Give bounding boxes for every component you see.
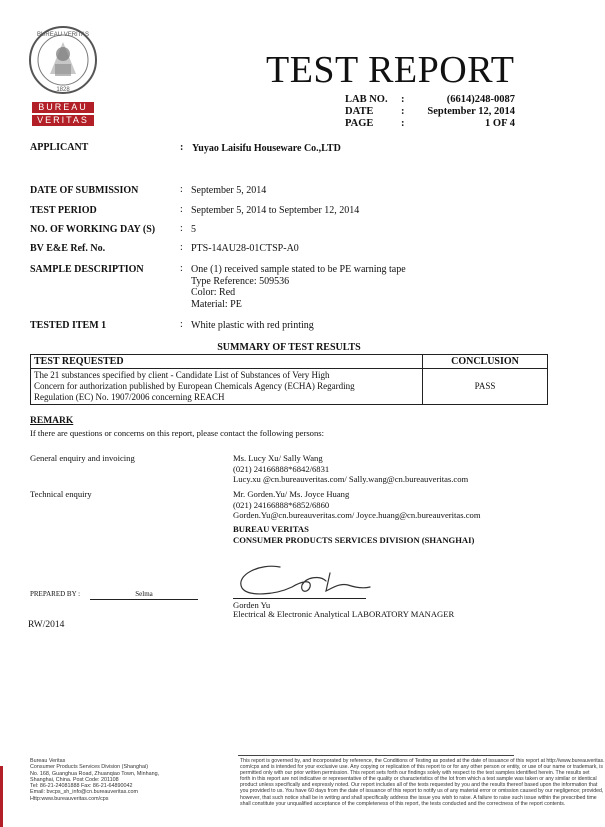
disclaimer-line: however, that such notice shall be in writing and shall specifically address the issue you wish to raise. A failure to raise such issue within the prescribed time: [240, 794, 597, 801]
disclaimer-line: com/cps and is intended for your exclusive use. Any copying or replication of this report to or for any other person or entity, or use of our name or trademark, is: [240, 764, 603, 771]
date-colon: :: [401, 106, 405, 117]
division-name: CONSUMER PRODUCTS SERVICES DIVISION (SHANGHAI): [233, 534, 475, 545]
bv-ref-label: BV E&E Ref. No.: [30, 243, 106, 254]
request-line: Regulation (EC) No. 1907/2006 concerning REACH: [34, 392, 225, 402]
document-code: RW/2014: [28, 620, 65, 630]
sample-line: Material: PE: [191, 298, 242, 310]
disclaimer-line: This report is governed by, and incorporated by reference, the Conditions of Testing as posted at the date of issuance of this report at http://www.bureauveritas.: [240, 758, 605, 764]
bureau-veritas-logo: [28, 24, 98, 136]
signer-name: Gorden Yu: [233, 600, 271, 610]
svg-text:BUREAU VERITAS: BUREAU VERITAS: [37, 32, 89, 38]
address-line: Tel: 86-21-24081888 Fax: 86-21-64890042: [30, 783, 133, 790]
col-test-requested-header: TEST REQUESTED: [31, 355, 423, 369]
division-block: [233, 524, 474, 545]
table-row: [31, 369, 548, 405]
test-requested-cell: [31, 369, 423, 405]
field-colon: :: [180, 204, 183, 215]
table-row: [31, 355, 548, 369]
general-enquiry-contacts: [233, 453, 468, 485]
disclaimer-line: permitted only with our prior written permission. This report sets forth our findings solely with respect to the test samples identified herein. The results set: [240, 770, 590, 777]
sample-line: Color: Red: [191, 287, 236, 298]
contact-email: Gorden.Yu@cn.bureauveritas.com/ Joyce.huang@cn.bureauveritas.com: [233, 510, 481, 521]
lab-no-value: (6614)248-0087: [446, 94, 515, 105]
page-value: 1 OF 4: [485, 118, 515, 129]
report-header-info: [345, 94, 515, 130]
disclaimer-line: shall constitute your unqualified acceptance of the completeness of this report, the tests conducted and the correctness of the report contents.: [240, 800, 566, 807]
svg-text:1828: 1828: [56, 87, 70, 93]
page-label: PAGE: [345, 118, 374, 129]
tested-item-value: White plastic with red printing: [191, 320, 314, 331]
test-period-label: TEST PERIOD: [30, 205, 97, 216]
lab-no-colon: :: [401, 94, 405, 105]
address-line: Http:www.bureauveritas.com/cps: [30, 795, 109, 802]
footer-accent-bar: [0, 766, 3, 827]
summary-table: [30, 354, 548, 405]
col-conclusion-header: CONCLUSION: [423, 355, 548, 369]
working-days-value: 5: [191, 224, 196, 235]
applicant-label: APPLICANT: [30, 142, 89, 153]
disclaimer-line: you provided to us. You have 60 days from the date of issuance of this report to notify us of any material error or omission caused by our negligence; provided,: [240, 788, 604, 795]
logo-band-veritas: VERITAS: [32, 115, 94, 126]
prepared-by-line: [90, 599, 198, 600]
remark-heading: REMARK: [30, 416, 74, 426]
date-of-submission-label: DATE OF SUBMISSION: [30, 185, 139, 196]
footer-disclaimer: [240, 758, 605, 807]
field-colon: :: [180, 242, 183, 253]
request-line: The 21 substances specified by client - Candidate List of Substances of Very High: [34, 370, 330, 380]
report-title: TEST REPORT: [266, 49, 515, 91]
address-line: No. 168, Guanghua Road, Zhuanqiao Town, Minhang,: [30, 770, 160, 777]
bureau-veritas-seal-icon: [28, 24, 98, 96]
field-colon: :: [180, 319, 183, 330]
sample-description-label: SAMPLE DESCRIPTION: [30, 264, 144, 275]
summary-title: SUMMARY OF TEST RESULTS: [217, 342, 361, 353]
applicant-value: Yuyao Laisifu Houseware Co.,LTD: [192, 143, 341, 154]
address-line: Shanghai, China. Post Code: 201108: [30, 776, 119, 783]
technical-enquiry-contacts: [233, 489, 481, 521]
address-line: Email: bvcps_sh_info@cn.bureauveritas.com: [30, 789, 138, 796]
prepared-by-name: Selma: [135, 590, 153, 598]
field-colon: :: [180, 184, 183, 195]
address-line: Bureau Veritas: [30, 758, 66, 764]
prepared-by-label: PREPARED BY :: [30, 590, 81, 598]
field-colon: :: [180, 223, 183, 234]
sample-description-value: [191, 264, 406, 310]
contact-line: (021) 24166888*6842/6831: [233, 463, 330, 474]
disclaimer-line: product unless specifically and expressly noted. Our report includes all of the tests requested by you and the results thereof based upon the information that: [240, 782, 598, 789]
division-company: BUREAU VERITAS: [233, 524, 309, 534]
contact-line: Ms. Lucy Xu/ Sally Wang: [233, 453, 323, 463]
date-value: September 12, 2014: [427, 106, 515, 117]
logo-band-bureau: BUREAU: [32, 102, 94, 113]
tested-item-label: TESTED ITEM 1: [30, 320, 107, 331]
contact-line: (021) 24166888*6852/6860: [233, 499, 330, 510]
page-colon: :: [401, 118, 405, 129]
sample-line: One (1) received sample stated to be PE warning tape: [191, 264, 406, 275]
handwritten-signature-icon: [230, 555, 380, 600]
disclaimer-line: forth in this report are not indicative or representative of the quality or characteristics of the lot from which a test sample was taken or any similar or identical: [240, 776, 597, 783]
general-enquiry-label: General enquiry and invoicing: [30, 453, 135, 463]
applicant-colon: :: [180, 142, 184, 153]
field-colon: :: [180, 263, 183, 274]
footer-address: [30, 758, 159, 802]
contact-line: Mr. Gorden.Yu/ Ms. Joyce Huang: [233, 489, 350, 499]
lab-no-label: LAB NO.: [345, 94, 388, 105]
conclusion-cell: PASS: [423, 369, 548, 405]
signer-title: Electrical & Electronic Analytical LABORATORY MANAGER: [233, 609, 455, 619]
footer-divider: [238, 755, 514, 756]
date-of-submission-value: September 5, 2014: [191, 185, 267, 196]
contact-email: Lucy.xu @cn.bureauveritas.com/ Sally.wang@cn.bureauveritas.com: [233, 474, 469, 485]
signature-line: [233, 598, 366, 599]
request-line: Concern for authorization published by European Chemicals Agency (ECHA) Regarding: [34, 381, 355, 391]
technical-enquiry-label: Technical enquiry: [30, 489, 92, 499]
bv-ref-value: PTS-14AU28-01CTSP-A0: [191, 243, 299, 254]
remark-text: If there are questions or concerns on this report, please contact the following persons:: [30, 428, 325, 438]
working-days-label: NO. OF WORKING DAY (S): [30, 224, 156, 235]
address-line: Consumer Products Services Division (Shanghai): [30, 764, 149, 771]
date-label: DATE: [345, 106, 374, 117]
test-period-value: September 5, 2014 to September 12, 2014: [191, 205, 360, 216]
sample-line: Type Reference: 509536: [191, 275, 290, 287]
